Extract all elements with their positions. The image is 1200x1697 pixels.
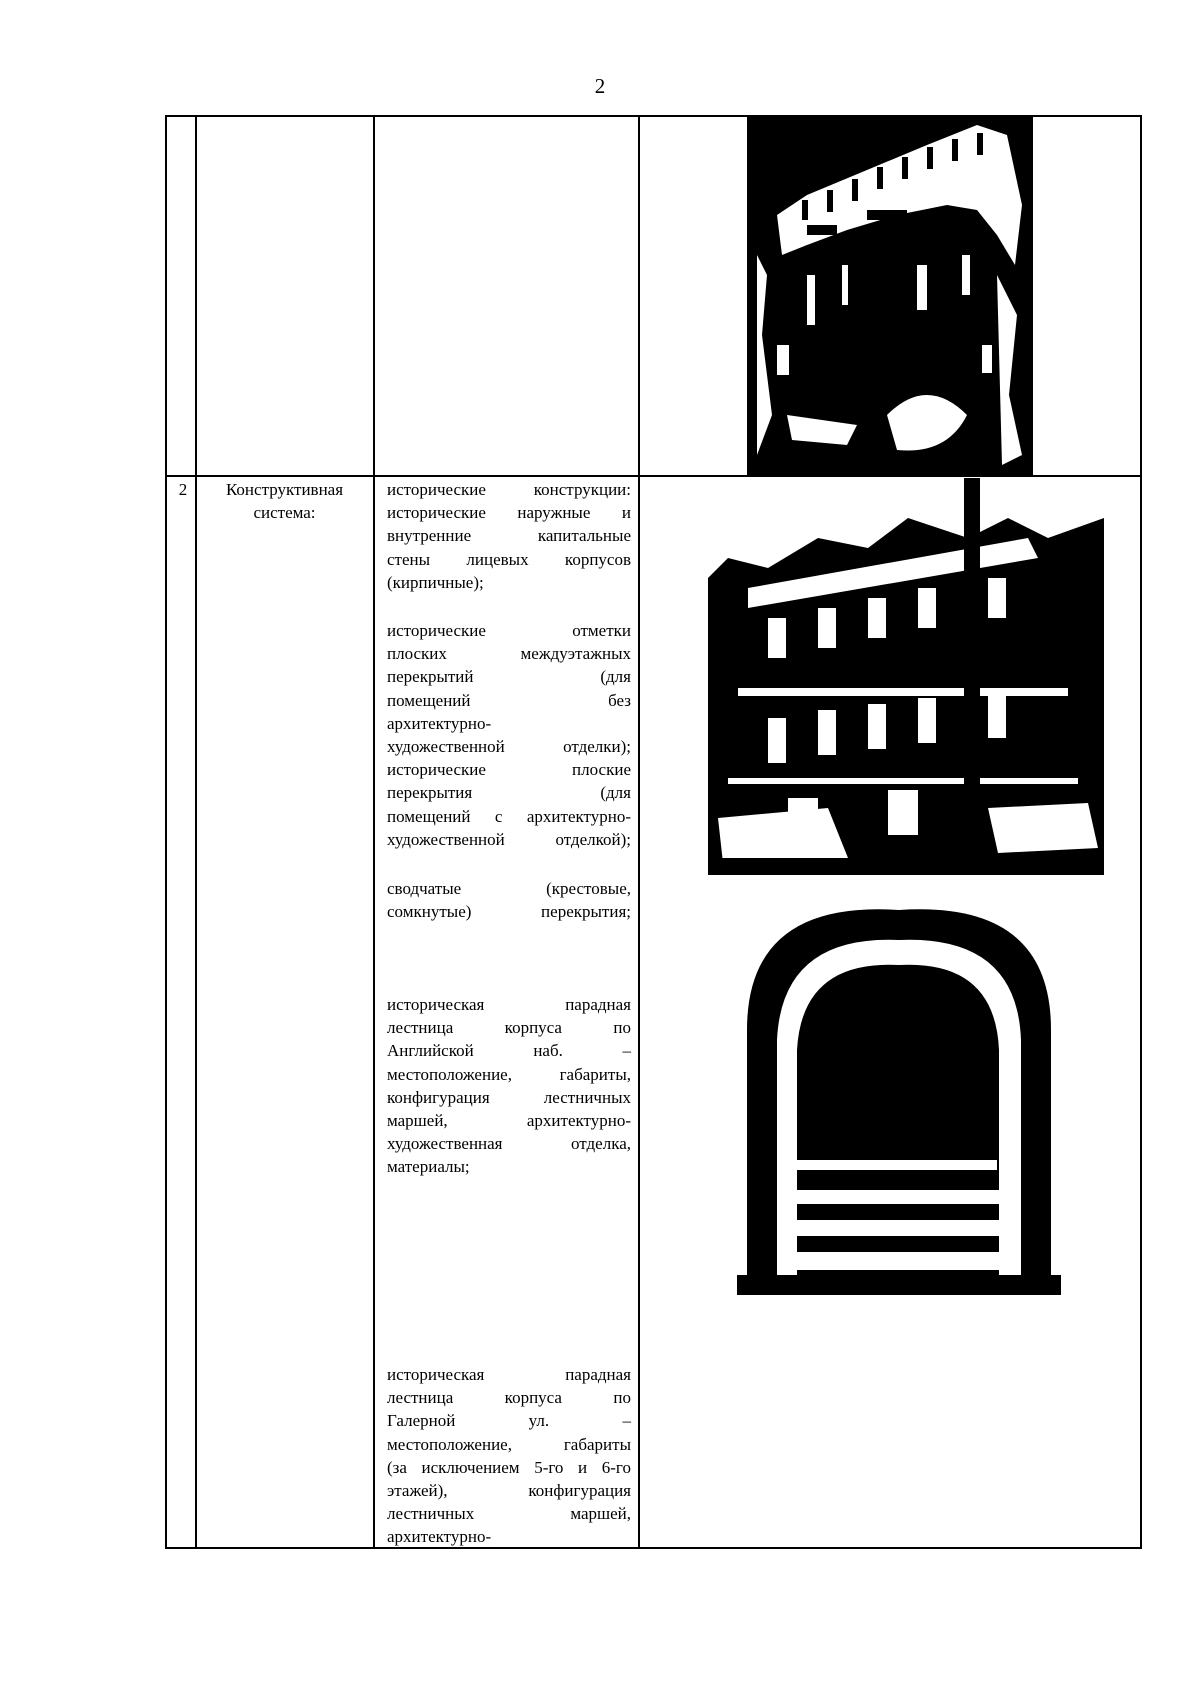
text-line: стены лицевых корпусов [387,549,631,569]
text-line: местоположение, габариты [387,1434,631,1454]
text-line: конфигурация лестничных [387,1087,631,1107]
page-number: 2 [594,74,606,98]
text-line: лестничных маршей, [387,1504,631,1524]
heritage-table [165,115,1140,1549]
table-bottom-border [165,1547,1142,1549]
paragraph-staircase-english-emb [387,993,631,1179]
text-line: лестница корпуса по [387,1388,631,1408]
text-line: художественной отделки); [387,737,631,757]
paragraph-historic-structures [387,478,631,594]
facade-top-photo [747,115,1033,475]
text-line: помещений без [387,690,631,710]
col-divider-2 [373,115,375,1549]
text-line: художественная отделка, [387,1134,631,1154]
text-line: художественной отделкой); [387,829,631,849]
text-line: (кирпичные); [387,572,484,592]
text-line: маршей, архитектурно- [387,1111,631,1131]
text-line: перекрытий (для [387,667,631,687]
text-line: сводчатые (крестовые, [387,879,631,898]
col-divider-3 [638,115,640,1549]
text-line: помещений с архитектурно- [387,806,631,826]
text-line: Галерной ул. – [387,1411,631,1431]
text-line: архитектурно- [387,713,492,733]
text-line: материалы; [387,1157,470,1177]
text-line: плоских междуэтажных [387,644,631,664]
text-line: исторические конструкции: [387,480,631,499]
text-line: сомкнутые) перекрытия; [387,902,631,922]
arch-vault-photo [737,880,1061,1295]
paragraph-floor-levels [387,619,631,851]
text-line: историческая парадная [387,995,631,1014]
paragraph-vaulted-ceilings [387,877,631,923]
text-line: историческая парадная [387,1365,631,1384]
text-line: этажей), конфигурация [387,1481,631,1501]
text-line: исторические отметки [387,621,631,640]
facade-street-photo [708,478,1104,875]
text-line: внутренние капитальные [387,526,631,546]
row-number: 2 [178,480,188,499]
feature-name: Конструктивная система: [225,480,344,523]
row-divider [165,475,1142,477]
table-right-border [1140,115,1142,1549]
text-line: Английской наб. – [387,1041,631,1061]
paragraph-staircase-galernaya [387,1363,631,1549]
text-line: исторические плоские [387,760,631,780]
text-line: архитектурно- [387,1527,492,1547]
col-divider-1 [195,115,197,1549]
table-left-border [165,115,167,1549]
text-line: местоположение, габариты, [387,1064,631,1084]
text-line: перекрытия (для [387,783,631,803]
text-line: исторические наружные и [387,503,631,523]
text-line: (за исключением 5-го и 6-го [387,1457,631,1477]
text-line: лестница корпуса по [387,1018,631,1038]
